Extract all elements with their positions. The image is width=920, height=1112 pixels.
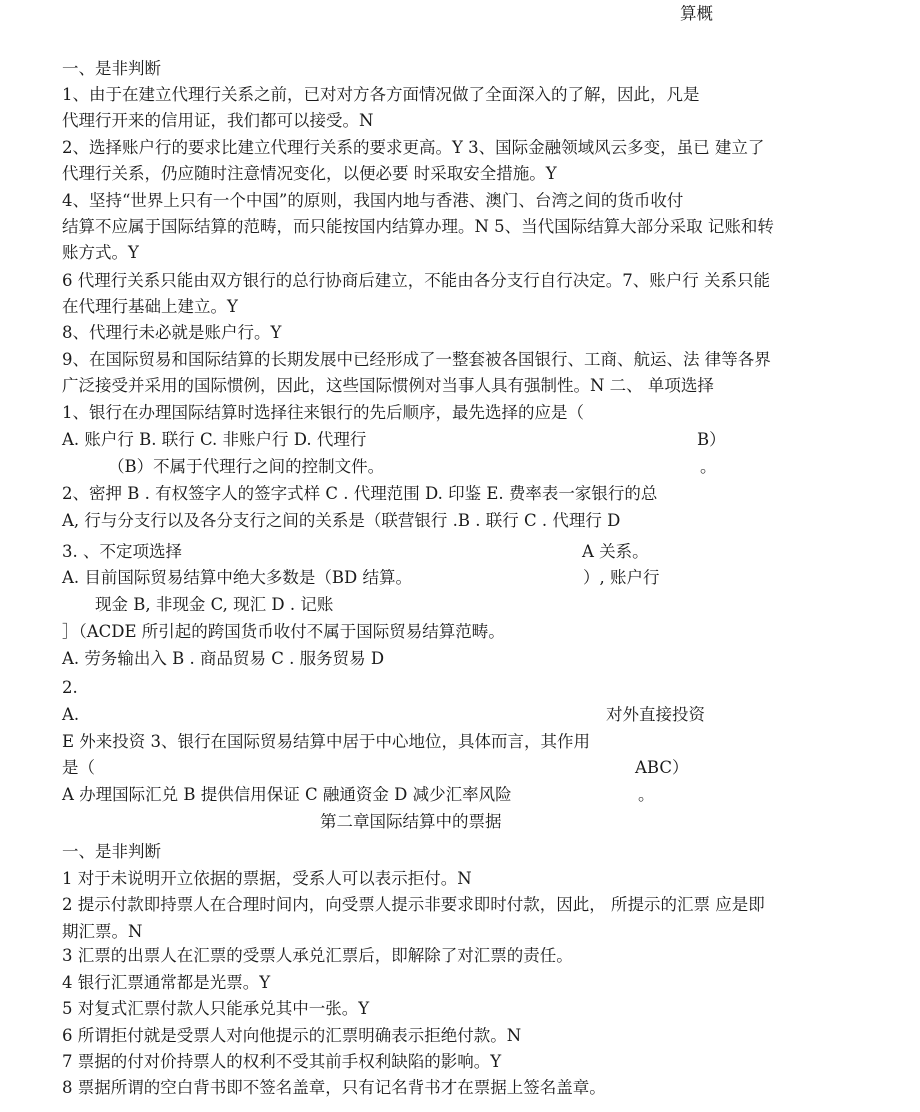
text-line: 8 票据所谓的空白背书即不签名盖章，只有记名背书才在票据上签名盖章。: [62, 1078, 606, 1097]
text-line: （B）不属于代理行之间的控制文件。: [108, 457, 385, 476]
answer-text: B）: [697, 430, 726, 449]
text-line: 代理行开来的信用证，我们都可以接受。N: [62, 111, 374, 130]
text-line: 6 代理行关系只能由双方银行的总行协商后建立，不能由各分支行自行决定。7、账户行 关系只能: [62, 271, 770, 290]
answer-text: ABC）: [635, 758, 689, 777]
text-line: 2.: [62, 678, 78, 697]
answer-text: 。: [638, 785, 655, 804]
text-line: 账方式。Y: [62, 243, 139, 262]
page-header-title: 算概: [680, 4, 713, 23]
text-line: A. 账户行 B. 联行 C. 非账户行 D. 代理行: [62, 430, 367, 449]
text-line: 广泛接受并采用的国际惯例，因此，这些国际惯例对当事人具有强制性。N 二、 单项选择: [62, 376, 714, 395]
text-line: E 外来投资 3、银行在国际贸易结算中居于中心地位，具体而言，其作用: [62, 732, 591, 751]
answer-text: A 关系。: [582, 542, 649, 561]
text-line: 4、坚持“世界上只有一个中国”的原则，我国内地与香港、澳门、台湾之间的货币收付: [62, 191, 684, 210]
section-heading-true-false: 一、是非判断: [62, 59, 161, 78]
text-line: 4 银行汇票通常都是光票。Y: [62, 973, 271, 992]
chapter-title: 第二章国际结算中的票据: [320, 812, 502, 831]
text-line: 期汇票。N: [62, 922, 143, 941]
text-line: ］（ACDE 所引起的跨国货币收付不属于国际贸易结算范畴。: [62, 622, 505, 641]
text-line: A.: [62, 705, 80, 724]
text-line: 现金 B, 非现金 C, 现汇 D . 记账: [95, 595, 334, 614]
text-line: 1 对于未说明开立依据的票据，受系人可以表示拒付。N: [62, 869, 472, 888]
text-line: 3 汇票的出票人在汇票的受票人承兑汇票后，即解除了对汇票的责任。: [62, 946, 573, 965]
section-heading-true-false: 一、是非判断: [62, 842, 161, 861]
text-line: 2、选择账户行的要求比建立代理行关系的要求更高。Y 3、国际金融领域风云多变，虽已 建立了: [62, 138, 765, 157]
text-line: 1、由于在建立代理行关系之前，已对对方各方面情况做了全面深入的了解，因此，凡是: [62, 85, 700, 104]
text-line: 9、在国际贸易和国际结算的长期发展中已经形成了一整套被各国银行、工商、航运、法 律等各界: [62, 350, 771, 369]
text-line: 8、代理行未必就是账户行。Y: [62, 323, 282, 342]
text-line: A. 目前国际贸易结算中绝大多数是（BD 结算。: [62, 568, 413, 587]
text-line: 是（: [62, 758, 95, 777]
text-line: 2 提示付款即持票人在合理时间内，向受票人提示非要求即时付款，因此， 所提示的汇票 应是即: [62, 895, 765, 914]
text-line: 6 所谓拒付就是受票人对向他提示的汇票明确表示拒绝付款。N: [62, 1026, 522, 1045]
answer-text: 对外直接投资: [606, 705, 705, 724]
text-line: 1、银行在办理国际结算时选择往来银行的先后顺序，最先选择的应是（: [62, 403, 584, 422]
text-line: 代理行关系，仍应随时注意情况变化，以便必要 时采取安全措施。Y: [62, 164, 557, 183]
text-line: 3. 、不定项选择: [62, 542, 182, 561]
text-line: A, 行与分支行以及各分支行之间的关系是（联营银行 .B . 联行 C . 代理行 D: [62, 511, 621, 530]
text-line: 5 对复式汇票付款人只能承兑其中一张。Y: [62, 999, 370, 1018]
text-line: 2、密押 B . 有权签字人的签字式样 C . 代理范围 D. 印鉴 E. 费率表一家银行的总: [62, 484, 658, 503]
text-line: A 办理国际汇兑 B 提供信用保证 C 融通资金 D 减少汇率风险: [62, 785, 512, 804]
text-line: 结算不应属于国际结算的范畴，而只能按国内结算办理。N 5、当代国际结算大部分采取 记账和转: [62, 217, 774, 236]
answer-text: ）, 账户行: [583, 568, 660, 587]
text-line: A. 劳务输出入 B . 商品贸易 C . 服务贸易 D: [62, 649, 385, 668]
text-line: 在代理行基础上建立。Y: [62, 297, 238, 316]
text-line: 7 票据的付对价持票人的权利不受其前手权利缺陷的影响。Y: [62, 1052, 502, 1071]
answer-text: 。: [700, 457, 717, 476]
